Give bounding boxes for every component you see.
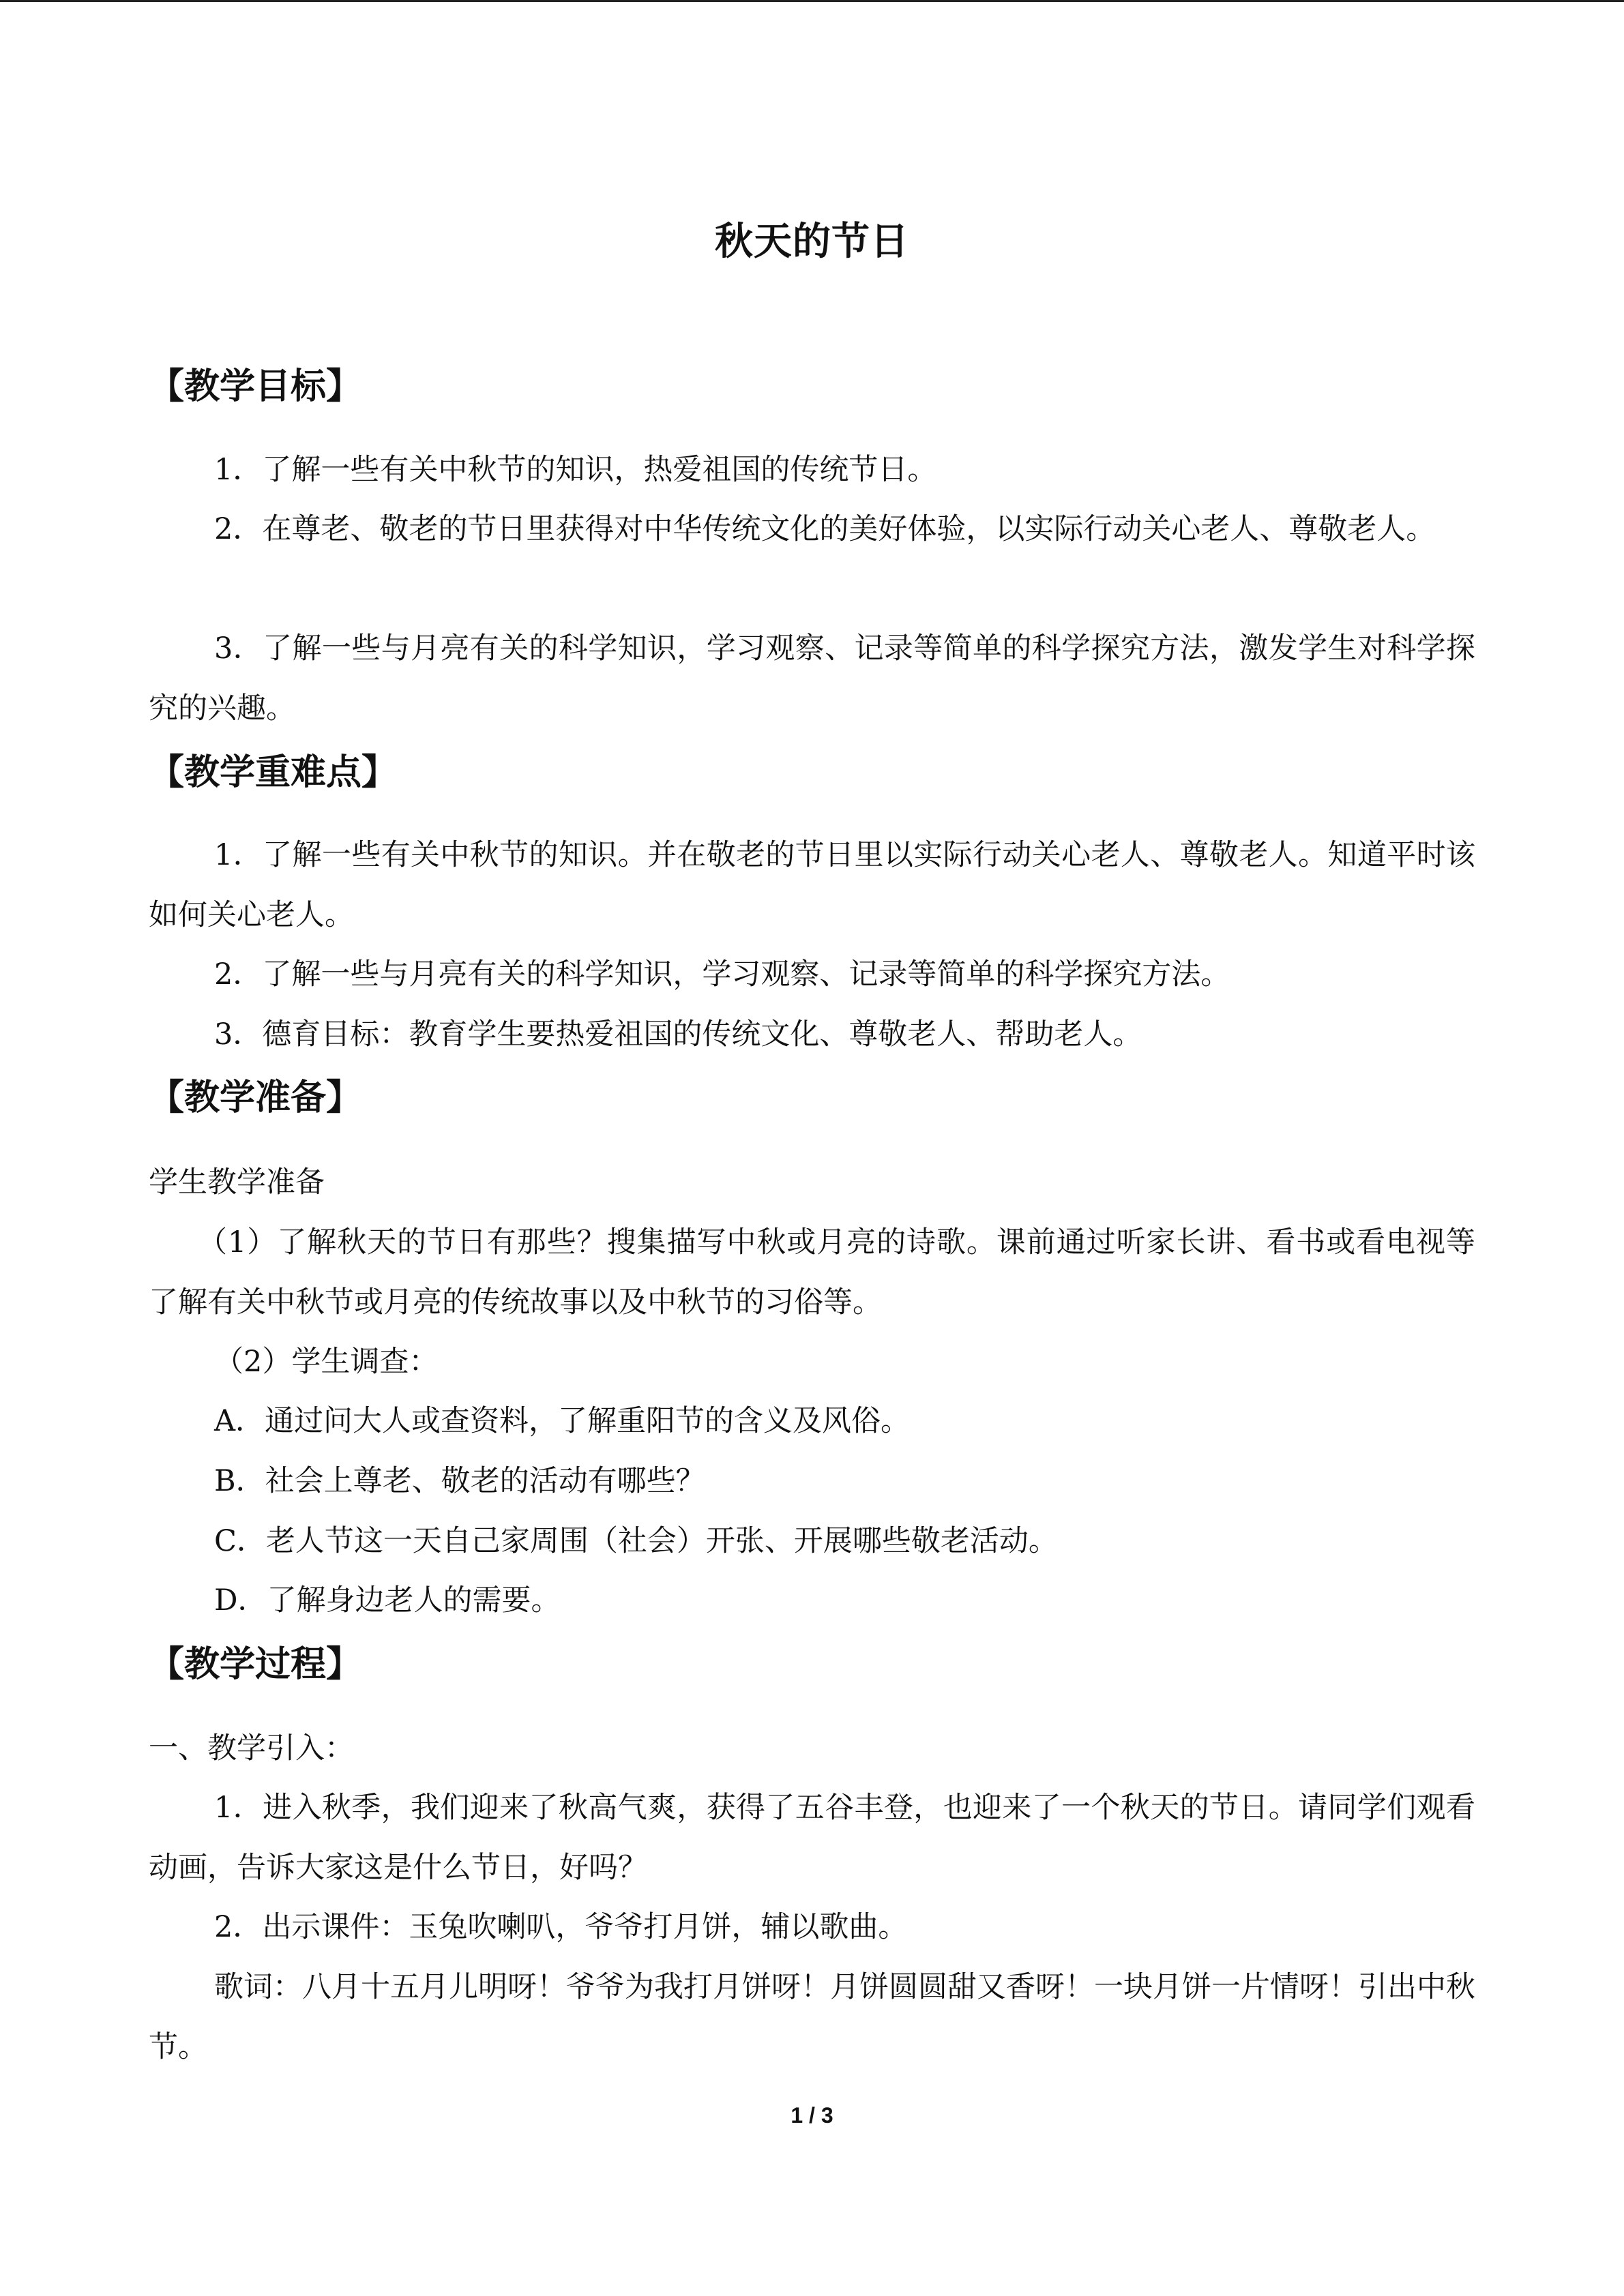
goal-item-3: 3．了解一些与月亮有关的科学知识，学习观察、记录等简单的科学探究方法，激发学生对科学探究的兴趣。	[149, 631, 1475, 726]
goal-item-2: 2．在尊老、敬老的节日里获得对中华传统文化的美好体验，以实际行动关心老人、尊敬老人。	[214, 512, 1436, 546]
preparation-subheading: 学生教学准备	[149, 1165, 325, 1199]
process-item-1: 1．进入秋季，我们迎来了秋高气爽，获得了五谷丰登，也迎来了一个秋天的节日。请同学们观看动画，告诉大家这是什么节日，好吗？	[149, 1791, 1475, 1885]
keypoint-item-2: 2．了解一些与月亮有关的科学知识，学习观察、记录等简单的科学探究方法。	[214, 957, 1230, 992]
preparation-item-d: D．了解身边老人的需要。	[214, 1583, 561, 1617]
keypoint-item-3: 3．德育目标：教育学生要热爱祖国的传统文化、尊敬老人、帮助老人。	[214, 1017, 1142, 1052]
preparation-item-a: A．通过问大人或查资料，了解重阳节的含义及风俗。	[214, 1404, 911, 1438]
section-heading-process: 【教学过程】	[149, 1644, 362, 1685]
document-title: 秋天的节日	[715, 220, 909, 264]
goal-item-1: 1．了解一些有关中秋节的知识，热爱祖国的传统节日。	[214, 453, 937, 487]
process-item-lyrics: 歌词：八月十五月儿明呀！爷爷为我打月饼呀！月饼圆圆甜又香呀！一块月饼一片情呀！引出中秋节。	[149, 1970, 1475, 2064]
section-heading-preparation: 【教学准备】	[149, 1077, 362, 1118]
section-heading-goals: 【教学目标】	[149, 366, 362, 407]
keypoint-item-1: 1．了解一些有关中秋节的知识。并在敬老的节日里以实际行动关心老人、尊敬老人。知道平时该如何关心老人。	[149, 838, 1475, 932]
section-heading-keypoints: 【教学重难点】	[149, 752, 398, 793]
preparation-item-2: （2）学生调查：	[214, 1345, 439, 1379]
preparation-item-b: B．社会上尊老、敬老的活动有哪些？	[214, 1464, 705, 1498]
page-number: 1 / 3	[791, 2103, 833, 2128]
preparation-item-1: （1）了解秋天的节日有那些？搜集描写中秋或月亮的诗歌。课前通过听家长讲、看书或看电视等了解有关中秋节或月亮的传统故事以及中秋节的习俗等。	[149, 1225, 1475, 1320]
process-subheading: 一、教学引入：	[149, 1731, 354, 1765]
top-border-line	[0, 0, 1624, 2]
preparation-item-c: C．老人节这一天自己家周围（社会）开张、开展哪些敬老活动。	[214, 1524, 1058, 1558]
process-item-2: 2．出示课件：玉兔吹喇叭，爷爷打月饼，辅以歌曲。	[214, 1910, 908, 1944]
